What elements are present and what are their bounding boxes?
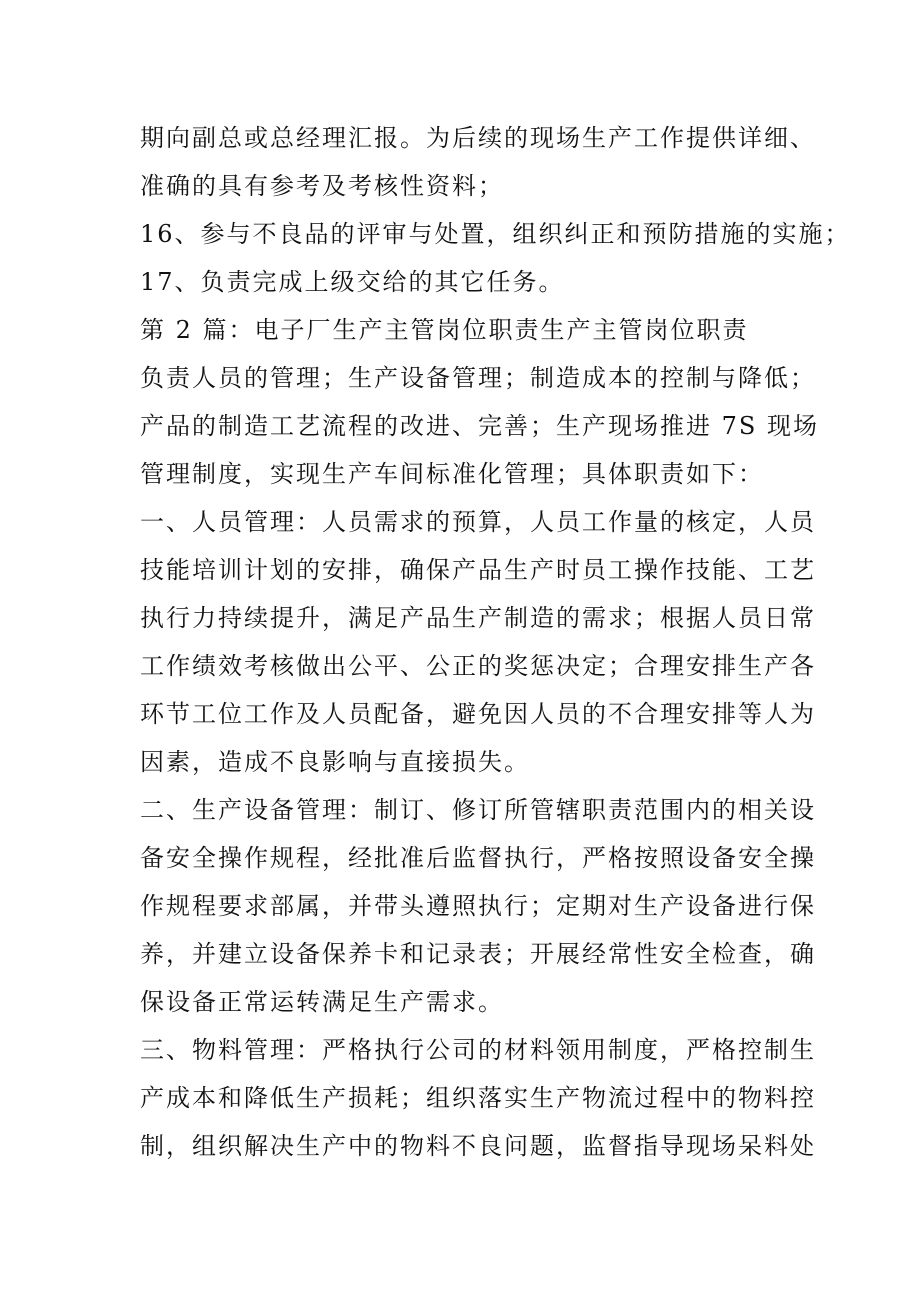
text-line: 期向副总或总经理汇报。为后续的现场生产工作提供详细、 bbox=[140, 124, 816, 152]
text-line: 环节工位工作及人员配备，避免因人员的不合理安排等人为 bbox=[140, 700, 816, 728]
text-line: 产成本和降低生产损耗；组织落实生产物流过程中的物料控 bbox=[140, 1084, 816, 1112]
text-line: 三、物料管理：严格执行公司的材料领用制度，严格控制生 bbox=[140, 1036, 816, 1064]
text-line: 技能培训计划的安排，确保产品生产时员工操作技能、工艺 bbox=[140, 556, 816, 584]
text-line: 养，并建立设备保养卡和记录表；开展经常性安全检查，确 bbox=[140, 940, 816, 968]
text-line: 一、人员管理：人员需求的预算，人员工作量的核定，人员 bbox=[140, 508, 816, 536]
text-line: 16、参与不良品的评审与处置，组织纠正和预防措施的实施； bbox=[140, 220, 851, 248]
text-line: 因素，造成不良影响与直接损失。 bbox=[140, 748, 530, 776]
text-line: 管理制度，实现生产车间标准化管理；具体职责如下： bbox=[140, 460, 764, 488]
text-line: 备安全操作规程，经批准后监督执行，严格按照设备安全操 bbox=[140, 844, 816, 872]
text-line: 17、负责完成上级交给的其它任务。 bbox=[140, 268, 565, 296]
text-line: 执行力持续提升，满足产品生产制造的需求；根据人员日常 bbox=[140, 604, 816, 632]
text-line: 负责人员的管理；生产设备管理；制造成本的控制与降低； bbox=[140, 364, 816, 392]
text-line: 准确的具有参考及考核性资料； bbox=[140, 172, 504, 200]
text-line: 产品的制造工艺流程的改进、完善；生产现场推进 7S 现场 bbox=[140, 412, 819, 440]
text-line: 二、生产设备管理：制订、修订所管辖职责范围内的相关设 bbox=[140, 796, 816, 824]
section-heading: 第 2 篇：电子厂生产主管岗位职责生产主管岗位职责 bbox=[140, 316, 749, 344]
text-line: 作规程要求部属，并带头遵照执行；定期对生产设备进行保 bbox=[140, 892, 816, 920]
text-line: 工作绩效考核做出公平、公正的奖惩决定；合理安排生产各 bbox=[140, 652, 816, 680]
text-line: 制，组织解决生产中的物料不良问题，监督指导现场呆料处 bbox=[140, 1132, 816, 1160]
text-line: 保设备正常运转满足生产需求。 bbox=[140, 988, 504, 1016]
